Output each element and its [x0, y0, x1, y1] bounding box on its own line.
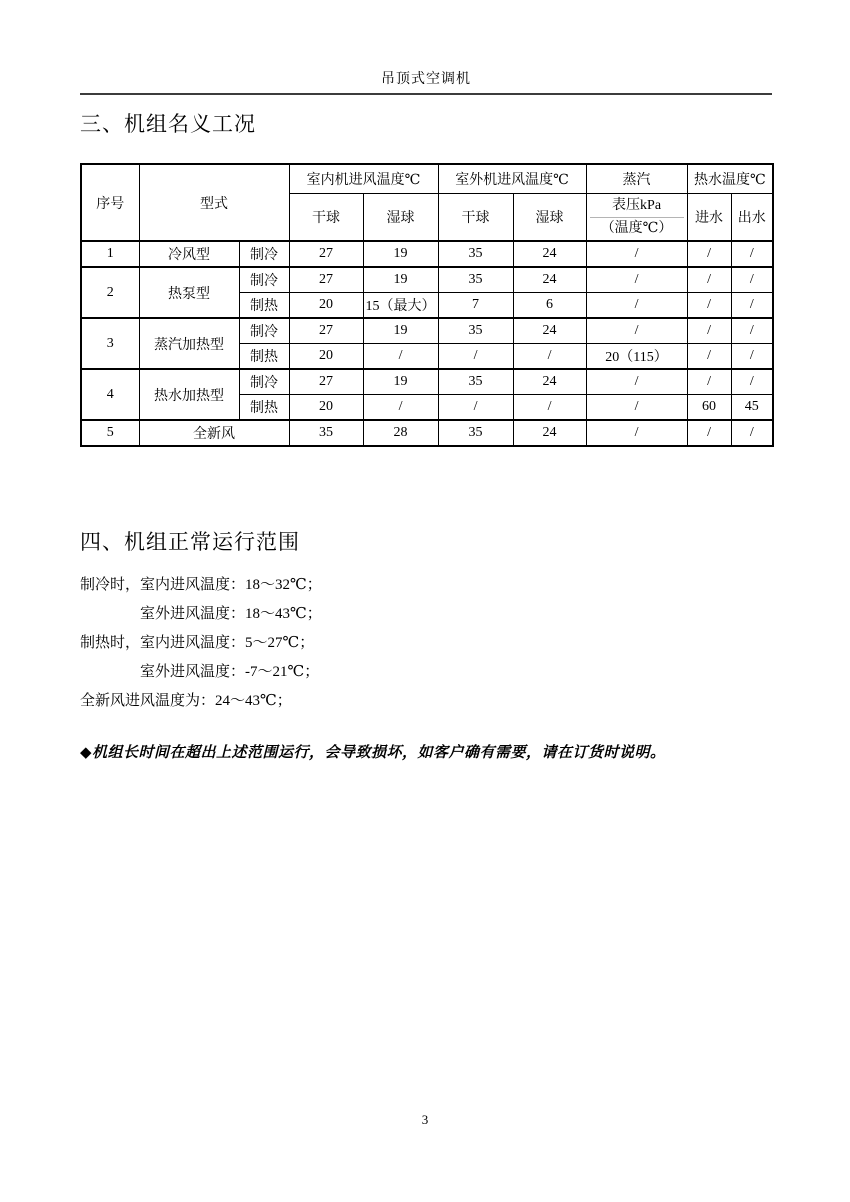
range-line-cooling-indoor: 制冷时，室内进风温度：18～32℃；	[80, 577, 322, 593]
header-water-out: 出水	[731, 194, 773, 242]
value-cell: /	[687, 267, 731, 293]
table-row	[81, 318, 773, 344]
nominal-conditions-table	[80, 163, 774, 447]
value-cell: 24	[513, 369, 586, 395]
running-header	[80, 0, 772, 95]
table-row	[81, 267, 773, 293]
value-cell: 20	[289, 293, 363, 319]
section3-heading: 三、机组名义工况	[80, 112, 256, 136]
value-cell: 35	[438, 241, 513, 267]
value-cell: /	[687, 241, 731, 267]
warning-note: ◆机组长时间在超出上述范围运行，会导致损坏，如客户确有需要，请在订货时说明。	[80, 745, 666, 761]
value-cell: 60	[687, 395, 731, 421]
table-header-row-1	[81, 164, 773, 194]
value-cell: 45	[731, 395, 773, 421]
serial-cell: 4	[81, 369, 139, 420]
running-header-title: 吊顶式空调机	[381, 72, 471, 87]
mode-cell: 制冷	[239, 241, 289, 267]
value-cell: /	[731, 369, 773, 395]
value-cell: 19	[363, 241, 438, 267]
value-cell: 20	[289, 395, 363, 421]
value-cell: /	[586, 318, 687, 344]
type-cell: 蒸汽加热型	[139, 318, 239, 369]
value-cell: /	[586, 420, 687, 446]
value-cell: /	[438, 344, 513, 370]
operating-range-lines	[80, 571, 772, 716]
value-cell: /	[731, 420, 773, 446]
value-cell: 35	[438, 267, 513, 293]
value-cell: 7	[438, 293, 513, 319]
value-cell: 28	[363, 420, 438, 446]
value-cell: /	[586, 241, 687, 267]
value-cell: /	[513, 344, 586, 370]
header-steam-pressure-temp	[586, 194, 687, 242]
value-cell: /	[731, 344, 773, 370]
header-wet-bulb-indoor: 湿球	[363, 194, 438, 242]
serial-cell: 3	[81, 318, 139, 369]
value-cell: /	[586, 395, 687, 421]
value-cell: /	[363, 344, 438, 370]
value-cell: /	[586, 267, 687, 293]
value-cell: 27	[289, 318, 363, 344]
value-cell: 19	[363, 318, 438, 344]
value-cell: 27	[289, 267, 363, 293]
header-wet-bulb-outdoor: 湿球	[513, 194, 586, 242]
value-cell: /	[586, 369, 687, 395]
serial-cell: 1	[81, 241, 139, 267]
table-row	[81, 369, 773, 395]
mode-cell: 制冷	[239, 369, 289, 395]
header-indoor-group: 室内机进风温度℃	[289, 164, 438, 194]
value-cell: /	[687, 293, 731, 319]
value-cell: 15（最大）	[363, 293, 438, 319]
value-cell: 19	[363, 267, 438, 293]
value-cell: 27	[289, 241, 363, 267]
value-cell: 24	[513, 420, 586, 446]
section4-heading: 四、机组正常运行范围	[80, 530, 300, 554]
value-cell: /	[513, 395, 586, 421]
table-row	[81, 420, 773, 446]
header-serial: 序号	[81, 164, 139, 241]
header-steam-group: 蒸汽	[586, 164, 687, 194]
type-cell: 热泵型	[139, 267, 239, 318]
mode-cell: 制热	[239, 344, 289, 370]
value-cell: /	[687, 318, 731, 344]
header-dry-bulb-outdoor: 干球	[438, 194, 513, 242]
value-cell: 24	[513, 241, 586, 267]
mode-cell: 制冷	[239, 267, 289, 293]
range-line-fresh-air: 全新风进风温度为：24～43℃；	[80, 693, 292, 709]
value-cell: 19	[363, 369, 438, 395]
type-cell: 热水加热型	[139, 369, 239, 420]
value-cell: /	[731, 293, 773, 319]
header-steam-temp: （温度℃）	[600, 220, 673, 236]
value-cell: /	[731, 241, 773, 267]
value-cell: 35	[289, 420, 363, 446]
table-row	[81, 241, 773, 267]
header-hot-water-group: 热水温度℃	[687, 164, 773, 194]
value-cell: 27	[289, 369, 363, 395]
value-cell: 35	[438, 420, 513, 446]
value-cell: /	[438, 395, 513, 421]
value-cell: /	[731, 318, 773, 344]
value-cell: /	[687, 420, 731, 446]
value-cell: 20（115）	[586, 344, 687, 370]
value-cell: 6	[513, 293, 586, 319]
header-dry-bulb-indoor: 干球	[289, 194, 363, 242]
header-type: 型式	[139, 164, 289, 241]
range-line-heating-outdoor: 室外进风温度：-7～21℃；	[140, 664, 320, 680]
value-cell: 24	[513, 267, 586, 293]
header-gauge-pressure: 表压kPa	[590, 195, 684, 218]
type-cell: 全新风	[139, 420, 289, 446]
mode-cell: 制热	[239, 293, 289, 319]
value-cell: 24	[513, 318, 586, 344]
value-cell: 20	[289, 344, 363, 370]
value-cell: 35	[438, 318, 513, 344]
header-water-in: 进水	[687, 194, 731, 242]
page-number: 3	[421, 1112, 429, 1127]
serial-cell: 5	[81, 420, 139, 446]
type-cell: 冷风型	[139, 241, 239, 267]
header-outdoor-group: 室外机进风温度℃	[438, 164, 586, 194]
mode-cell: 制冷	[239, 318, 289, 344]
mode-cell: 制热	[239, 395, 289, 421]
range-line-heating-indoor: 制热时，室内进风温度：5～27℃；	[80, 635, 315, 651]
value-cell: 35	[438, 369, 513, 395]
value-cell: /	[687, 344, 731, 370]
serial-cell: 2	[81, 267, 139, 318]
value-cell: /	[687, 369, 731, 395]
value-cell: /	[363, 395, 438, 421]
range-line-cooling-outdoor: 室外进风温度：18～43℃；	[140, 606, 322, 622]
value-cell: /	[586, 293, 687, 319]
value-cell: /	[731, 267, 773, 293]
